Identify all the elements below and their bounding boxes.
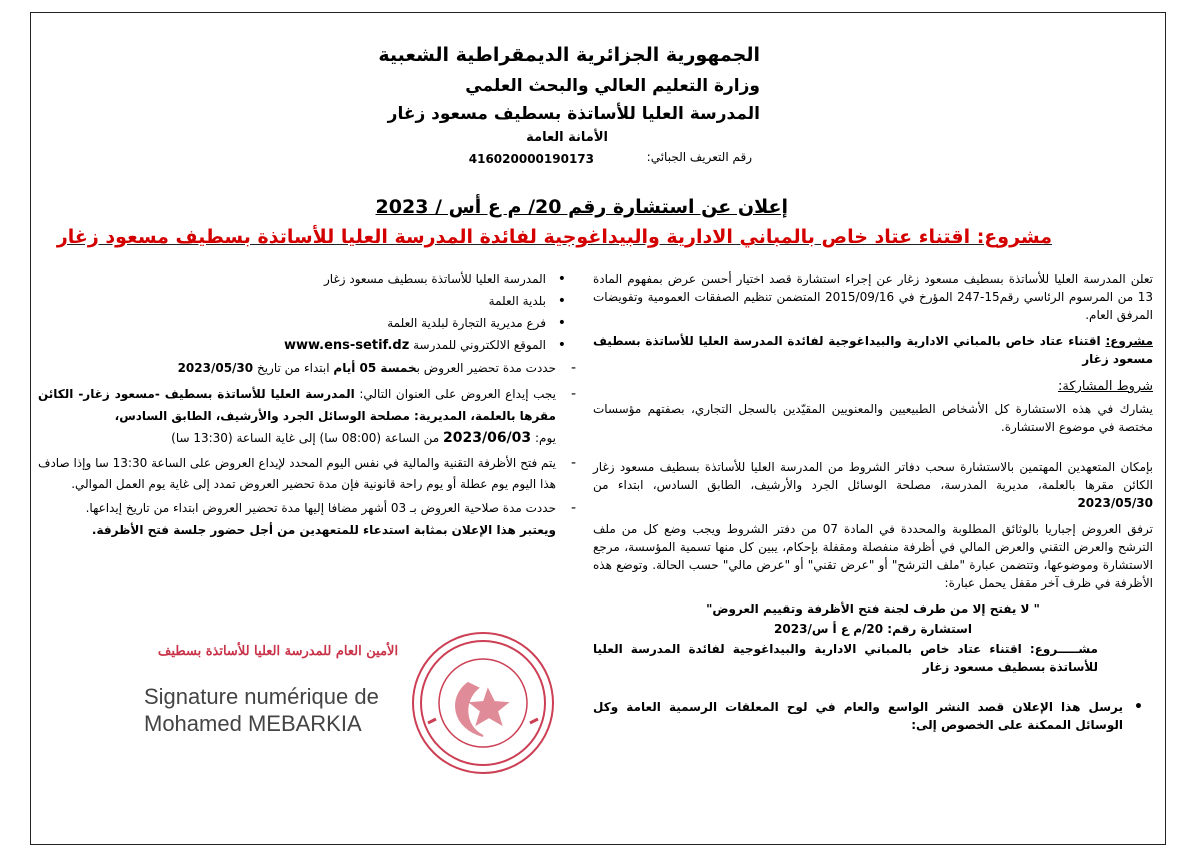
envelope-project	[593, 640, 1153, 676]
envelope-project-label: مشـــــروع:	[1029, 642, 1098, 656]
right-column	[593, 270, 1153, 738]
duration-item	[38, 359, 578, 377]
recipient-item: • بلدية العلمة	[38, 292, 568, 310]
envelope-reference: استشارة رقم: 20/م ع أ س/2023	[774, 622, 972, 636]
deposit-item	[38, 383, 578, 449]
withdraw-date: 2023/05/30	[1077, 496, 1153, 510]
secretariat: الأمانة العامة	[526, 130, 608, 145]
deposit-address: المدرسة العليا للأساتذة بسطيف -مسعود زغار- الكائن مقرها بالعلمة، المديرية: مصلحة الوسائل الجرد والأرشيف، الطابق السادس،	[38, 387, 556, 423]
envelope-quote: " لا يفتح إلا من طرف لجنة فتح الأظرفة وتقييم العروض"	[706, 602, 1040, 616]
deposit-hours: من الساعة (08:00 سا) إلى غاية الساعة (13:30 سا)	[171, 431, 440, 445]
tax-id-value: 416020000190173	[468, 152, 594, 166]
official-seal-icon	[408, 628, 558, 778]
duration-date: 2023/05/30	[177, 361, 254, 375]
duration-value: خمسة 05 أيام	[333, 361, 417, 375]
recipient-item	[38, 336, 568, 355]
conditions-list	[38, 359, 578, 517]
announcement-title: إعلان عن استشارة رقم 20/ م ع أس / 2023	[375, 196, 788, 218]
withdraw-text: بإمكان المتعهدين المهتمين بالاستشارة سحب دفاتر الشروط من المدرسة العليا للأساتذة بسطيف مسعود زغار الكائن مقرها بالعلمة، مديرية المدرسة، مصلحة الوسائل الجرد والأرشيف، الطابق السادس، ابتداء من	[593, 460, 1153, 492]
envelope-project-text: اقتناء عتاد خاص بالمباني الادارية والبيداغوجية لفائدة المدرسة العليا للأساتذة بسطيف مسعود زغار	[593, 642, 1098, 674]
signature-line-2: Mohamed MEBARKIA	[144, 711, 362, 736]
website-link[interactable]: www.ens-setif.dz	[283, 338, 410, 353]
publication-list	[593, 698, 1153, 734]
participation-title: شروط المشاركة:	[1058, 379, 1153, 394]
validity-item: - حددت مدة صلاحية العروض بـ 03 أشهر مضافا إليها مدة تحضير العروض ابتداء من تاريخ إيداعها.	[38, 499, 578, 517]
withdraw-paragraph	[593, 458, 1153, 512]
school-name: المدرسة العليا للأساتذة بسطيف مسعود زغار	[387, 104, 760, 124]
invitation-text: ويعتبر هذا الإعلان بمثابة استدعاء للمتعهدين من أجل حضور جلسة فتح الأظرفة.	[91, 523, 556, 537]
project-label: مشروع:	[1105, 334, 1153, 348]
duration-text: حددت مدة تحضير العروض ب	[416, 361, 556, 375]
recipients-list	[38, 270, 578, 355]
intro-paragraph: تعلن المدرسة العليا للأساتذة بسطيف مسعود زغار عن إجراء استشارة قصد اختيار أحسن عرض بمفهوم المادة 13 من المرسوم الرئاسي رقم15-247 المؤرخ في 2015/09/16 المتضمن تنظيم الصفقات العمومية وتفويضات المرفق العام.	[593, 272, 1153, 322]
publication-item: • يرسل هذا الإعلان قصد النشر الواسع والعام في لوح المعلقات الرسمية العامة وكل الوسائل الممكنة على الخصوص إلى:	[593, 698, 1145, 734]
website-label: الموقع الالكتروني للمدرسة	[413, 338, 546, 352]
republic-name: الجمهورية الجزائرية الديمقراطية الشعبية	[378, 44, 760, 66]
ministry-name: وزارة التعليم العالي والبحث العلمي	[465, 76, 760, 96]
deposit-day-label: يوم:	[534, 431, 556, 445]
submission-paragraph: ترفق العروض إجباريا بالوثائق المطلوبة والمحددة في المادة 07 من دفتر الشروط ويجب وضع كل من ملف الترشح والعرض التقني والعرض المالي في أظرفة منفصلة ومقفلة بإحكام، يبين كل منها تسمية المؤسسة، مرجع الاستشارة وموضوعها، وتتضمن عبارة "ملف الترشح" أو "عرض تقني" أو "عرض مالي" حسب الحالة. وتوضع هذه الأظرفة في ظرف آخر مقفل يحمل عبارة:	[593, 522, 1153, 590]
left-column	[38, 270, 578, 539]
tax-id-label: رقم التعريف الجبائي:	[646, 150, 752, 164]
opening-item: - يتم فتح الأظرفة التقنية والمالية في نفس اليوم المحدد لإيداع العروض على الساعة 13:30 سا وإذا صادف هذا اليوم يوم عطلة أو يوم راحة قانونية فإن مدة تحضير العروض تمدد إلى غاية يوم العمل الموالي.	[38, 453, 578, 495]
stamp-title-text: الأمين العام للمدرسة العليا للأساتذة بسطيف	[157, 644, 399, 659]
recipient-item: • فرع مديرية التجارة لبلدية العلمة	[38, 314, 568, 332]
project-title: مشروع: اقتناء عتاد خاص بالمباني الادارية والبيداغوجية لفائدة المدرسة العليا للأساتذة بسطيف مسعود زغار	[56, 226, 1052, 248]
participation-paragraph: يشارك في هذه الاستشارة كل الأشخاص الطبيعيين والمعنويين المقيّدين بالسجل التجاري، بصفتهم مؤسسات مختصة في موضوع الاستشارة.	[593, 402, 1153, 434]
signature-line-1: Signature numérique de	[144, 684, 379, 709]
project-text: اقتناء عتاد خاص بالمباني الادارية والبيداغوجية لفائدة المدرسة العليا للأساتذة بسطيف مسعود زغار	[593, 334, 1153, 366]
recipient-item: • المدرسة العليا للأساتذة بسطيف مسعود زغار	[38, 270, 568, 288]
deposit-date: 2023/06/03	[443, 430, 532, 446]
digital-signature	[144, 683, 379, 737]
duration-from: ابتداء من تاريخ	[256, 361, 330, 375]
deposit-text: يجب إيداع العروض على العنوان التالي:	[359, 387, 556, 401]
project-paragraph	[593, 332, 1153, 368]
